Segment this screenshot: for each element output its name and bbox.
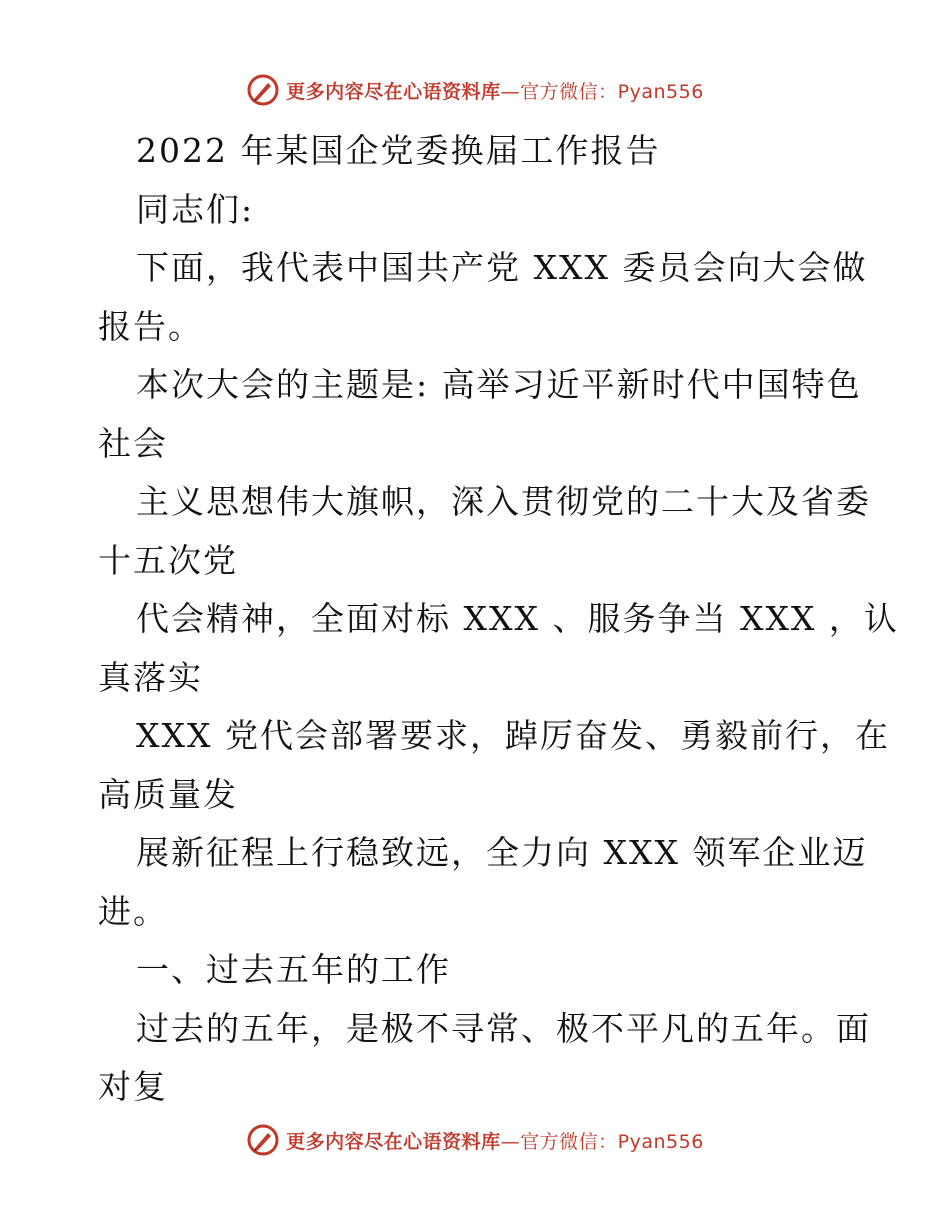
text-line: 高质量发 bbox=[98, 774, 238, 814]
text-line: 过去的五年，是极不寻常、极不平凡的五年。面 bbox=[136, 1008, 871, 1048]
text-line: 十五次党 bbox=[98, 540, 238, 580]
text-line: XXX 党代会部署要求，踔厉奋发、勇毅前行，在 bbox=[136, 716, 890, 755]
watermark-header bbox=[0, 70, 950, 110]
watermark-main: 更多内容尽在心语资料库 bbox=[286, 80, 501, 103]
text-line: 对复 bbox=[98, 1067, 168, 1106]
watermark-suffix: —官方微信：Pyan556 bbox=[500, 1130, 704, 1153]
text-line: 社会 bbox=[98, 423, 168, 463]
section-heading: 一、过去五年的工作 bbox=[136, 950, 451, 989]
document-title: 2022 年某国企党委换届工作报告 bbox=[136, 131, 661, 170]
document-body bbox=[98, 122, 899, 1117]
text-line: 报告。 bbox=[98, 306, 203, 346]
pen-logo-icon bbox=[246, 73, 280, 107]
watermark-main: 更多内容尽在心语资料库 bbox=[286, 1130, 501, 1153]
text-line: 进。 bbox=[98, 891, 168, 931]
watermark-text bbox=[286, 77, 704, 104]
text-line: 真落实 bbox=[98, 657, 203, 697]
text-line: 下面，我代表中国共产党 XXX 委员会向大会做 bbox=[136, 248, 868, 287]
text-line: 本次大会的主题是: 高举习近平新时代中国特色 bbox=[136, 365, 862, 404]
text-line: 展新征程上行稳致远，全力向 XXX 领军企业迈 bbox=[136, 833, 868, 872]
watermark-footer bbox=[0, 1120, 950, 1160]
watermark-suffix: —官方微信：Pyan556 bbox=[500, 80, 704, 103]
watermark-text bbox=[286, 1127, 704, 1154]
pen-logo-icon bbox=[246, 1123, 280, 1157]
salutation: 同志们: bbox=[136, 189, 255, 229]
text-line: 主义思想伟大旗帜，深入贯彻党的二十大及省委 bbox=[136, 482, 871, 521]
text-line: 代会精神，全面对标 XXX 、服务争当 XXX ，认 bbox=[136, 599, 899, 638]
